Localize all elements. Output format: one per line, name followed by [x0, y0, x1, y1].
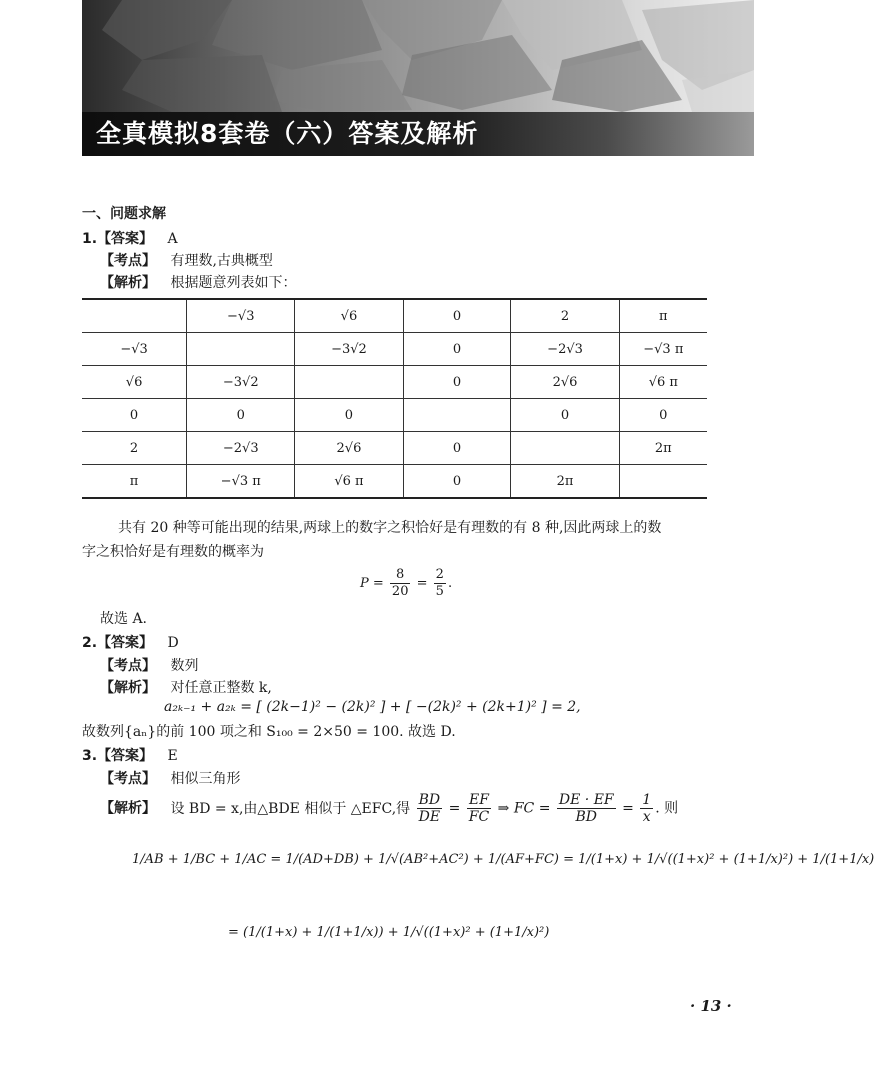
section-heading: 一、问题求解: [82, 206, 166, 222]
analysis-c: . 则: [655, 800, 679, 817]
table-cell: 2π: [511, 465, 619, 499]
table-cell: π: [619, 299, 707, 333]
table-cell: 2√6: [511, 366, 619, 399]
table-cell: 0: [619, 399, 707, 432]
q3-analysis-tag: 【解析】: [100, 800, 156, 817]
table-cell: −√3: [82, 333, 187, 366]
fraction-ef-fc: [467, 792, 491, 825]
q2-formula: a₂ₖ₋₁ + a₂ₖ = [ (2k−1)² − (2k)² ] + [ −(2k)² + (2k+1)² ] = 2,: [164, 699, 581, 715]
q3-analysis-line: [100, 792, 678, 825]
fraction-8-20: [390, 567, 411, 600]
table-cell: −√3 π: [187, 465, 295, 499]
table-cell: [82, 299, 187, 333]
table-cell: −√3: [187, 299, 295, 333]
table-cell: 0: [403, 432, 511, 465]
table-row: [82, 465, 707, 499]
q1-topic-tag: 【考点】: [100, 253, 156, 269]
table-cell: √6 π: [619, 366, 707, 399]
table-cell: √6 π: [295, 465, 403, 499]
q3-topic-tag: 【考点】: [100, 771, 156, 787]
frac-num: 2: [435, 567, 444, 582]
q1-analysis-line: [100, 272, 296, 292]
q1-text-1: 共有 20 种等可能出现的结果,两球上的数字之积恰好是有理数的有 8 种,因此两球上的数: [118, 520, 662, 536]
q3-analysis-a: 设 BD = x,由△BDE 相似于 △EFC,得: [170, 800, 411, 817]
q2-topic-tag: 【考点】: [100, 658, 156, 674]
q1-analysis-tag: 【解析】: [100, 275, 156, 291]
page-title: 全真模拟8套卷（六）答案及解析: [82, 112, 754, 156]
q1-topic-line: [100, 250, 273, 270]
q1-analysis-intro: 根据题意列表如下：: [170, 275, 297, 291]
q3-answer-line: [82, 745, 178, 765]
q2-answer-tag: 【答案】: [97, 635, 154, 651]
p-eq: =: [416, 576, 428, 591]
analysis-eq2: =: [622, 800, 634, 817]
frac-den: x: [642, 809, 651, 825]
table-cell: 2: [511, 299, 619, 333]
q1-conclusion: 故选 A.: [100, 611, 148, 627]
frac-num: BD: [418, 792, 441, 808]
table-row: [82, 333, 707, 366]
q3-topic-line: [100, 768, 240, 788]
table-cell: 0: [403, 366, 511, 399]
q1-probability-formula: [360, 567, 452, 600]
frac-num: EF: [467, 792, 491, 809]
fraction-1-x: [640, 792, 653, 825]
table-cell: [295, 366, 403, 399]
table-cell: 0: [187, 399, 295, 432]
header-banner: [82, 0, 754, 156]
frac-den: 20: [391, 584, 409, 599]
table-cell: −2√3: [187, 432, 295, 465]
table-cell: √6: [82, 366, 187, 399]
frac-num: 8: [390, 567, 411, 584]
q2-answer-line: [82, 632, 179, 652]
q2-topic-line: [100, 655, 198, 675]
q2-topic: 数列: [170, 658, 199, 674]
table-cell: [511, 432, 619, 465]
q3-formula-1: 1/AB + 1/BC + 1/AC = 1/(AD+DB) + 1/√(AB²+AC²) + 1/(AF+FC) = 1/(1+x) + 1/√((1+x)² + (1+1/x)²) + 1/(1+1/x): [132, 852, 874, 867]
analysis-b: ⇒ FC =: [497, 800, 551, 817]
q2-conclusion: 故数列{aₙ}的前 100 项之和 S₁₀₀ = 2×50 = 100. 故选 D.: [82, 724, 456, 740]
analysis-eq: =: [448, 800, 461, 817]
table-row: [82, 299, 707, 333]
table-cell: 0: [82, 399, 187, 432]
table-cell: −3√2: [295, 333, 403, 366]
table-cell: −3√2: [187, 366, 295, 399]
frac-den: 5: [435, 584, 444, 599]
fraction-2-5: [434, 567, 446, 600]
q3-topic: 相似三角形: [170, 771, 241, 787]
table-cell: −√3 π: [619, 333, 707, 366]
q3-number: 3.: [82, 748, 98, 764]
table-cell: 2√6: [295, 432, 403, 465]
table-cell: 0: [403, 465, 511, 499]
page-number: · 13 ·: [690, 997, 732, 1015]
table-cell: 0: [295, 399, 403, 432]
q1-number: 1.: [82, 231, 98, 247]
q1-answer-line: [82, 228, 178, 248]
frac-num: DE · EF: [558, 792, 614, 808]
product-table: [82, 298, 707, 499]
table-row: [82, 366, 707, 399]
q2-analysis-line: [100, 677, 272, 697]
p-lhs: P =: [360, 576, 384, 591]
table-cell: π: [82, 465, 187, 499]
table-cell: 0: [511, 399, 619, 432]
q3-formula-2: = (1/(1+x) + 1/(1+1/x)) + 1/√((1+x)² + (1+1/x)²): [228, 925, 550, 940]
q2-answer: D: [167, 635, 179, 651]
q3-answer-tag: 【答案】: [97, 748, 154, 764]
frac-den: DE: [418, 809, 441, 825]
table-row: [82, 399, 707, 432]
table-cell: √6: [295, 299, 403, 333]
q1-text-2: 字之积恰好是有理数的概率为: [82, 544, 264, 560]
p-end: .: [447, 576, 453, 591]
table-cell: [187, 333, 295, 366]
table-cell: [619, 465, 707, 499]
table-cell: 2: [82, 432, 187, 465]
frac-den: FC: [468, 809, 490, 825]
q1-topic: 有理数,古典概型: [170, 253, 273, 269]
table-cell: −2√3: [511, 333, 619, 366]
q2-number: 2.: [82, 635, 98, 651]
table-cell: [403, 399, 511, 432]
table-cell: 0: [403, 299, 511, 333]
q2-analysis-tag: 【解析】: [100, 680, 156, 696]
frac-den: BD: [575, 809, 598, 825]
table-cell: 0: [403, 333, 511, 366]
fraction-deef-bd: [557, 792, 616, 825]
table-row: [82, 432, 707, 465]
q2-analysis: 对任意正整数 k,: [170, 680, 272, 696]
q3-answer: E: [167, 748, 178, 764]
q1-answer-tag: 【答案】: [97, 231, 154, 247]
table-cell: 2π: [619, 432, 707, 465]
q1-answer: A: [167, 231, 178, 247]
fraction-bd-de: [417, 792, 443, 825]
frac-num: 1: [642, 792, 652, 808]
